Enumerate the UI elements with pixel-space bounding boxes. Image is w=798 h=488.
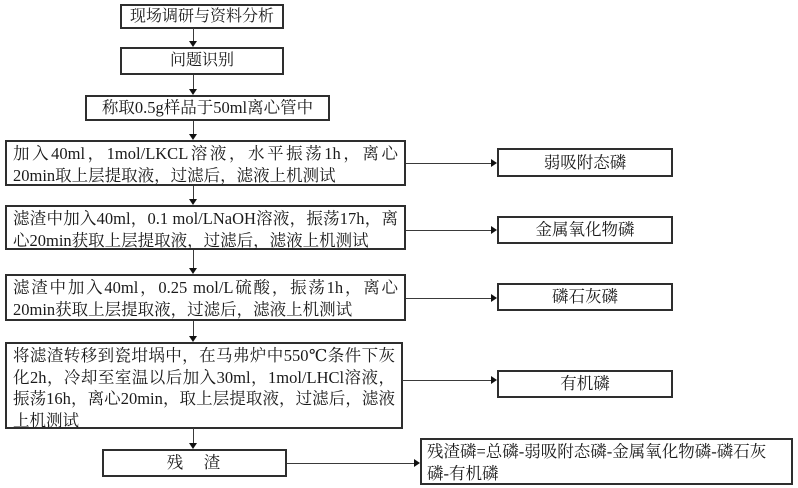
arrow-right-icon (406, 159, 497, 168)
node-sulfuric-acid-extraction: 滤渣中加入40ml，0.25 mol/L硫酸，振荡1h，离心20min获取上层提取液，过滤后，滤液上机测试 (5, 274, 406, 321)
node-naoh-extraction: 滤渣中加入40ml，0.1 mol/LNaOH溶液，振荡17h，离心20min获取上层提取液，过滤后，滤液上机测试 (5, 205, 406, 250)
node-weak-adsorbed-p: 弱吸附态磷 (497, 148, 673, 177)
node-problem-identification: 问题识别 (120, 47, 284, 75)
arrow-right-icon (406, 226, 497, 235)
node-apatite-p: 磷石灰磷 (497, 283, 673, 311)
node-weigh-sample: 称取0.5g样品于50ml离心管中 (85, 95, 330, 121)
node-metal-oxide-p: 金属氧化物磷 (497, 216, 673, 244)
node-site-research: 现场调研与资料分析 (120, 4, 284, 29)
node-residue: 残 渣 (102, 449, 287, 477)
arrow-right-icon (402, 376, 497, 385)
node-residue-p-equation: 残渣磷=总磷-弱吸附态磷-金属氧化物磷-磷石灰磷-有机磷 (420, 438, 793, 485)
arrow-down-icon (189, 75, 198, 95)
arrow-right-icon (287, 459, 420, 468)
node-organic-p: 有机磷 (497, 370, 673, 398)
arrow-right-icon (406, 294, 497, 303)
arrow-down-icon (189, 321, 198, 342)
arrow-down-icon (189, 28, 198, 47)
arrow-down-icon (189, 121, 198, 140)
arrow-down-icon (189, 428, 198, 449)
arrow-down-icon (189, 186, 198, 205)
node-ashing-hcl-extraction: 将滤渣转移到瓷坩埚中，在马弗炉中550℃条件下灰化2h，冷却至室温以后加入30ml，1mol/LHCl溶液，振荡16h，离心20min，取上层提取液，过滤后，滤液上机测试 (5, 342, 403, 429)
node-kcl-extraction: 加入40ml，1mol/LKCL溶液，水平振荡1h，离心20min取上层提取液，过滤后，滤液上机测试 (5, 140, 406, 186)
arrow-down-icon (189, 250, 198, 274)
